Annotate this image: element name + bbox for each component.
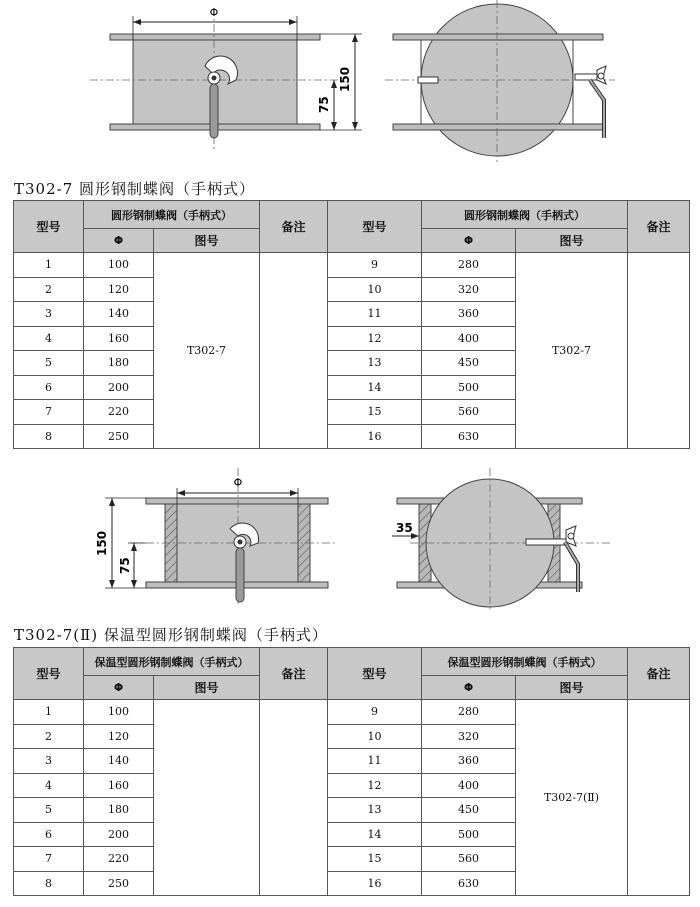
- phi-header: Φ: [422, 676, 516, 700]
- phi-cell: 320: [422, 724, 516, 749]
- model-cell: 3: [14, 749, 84, 774]
- valve-drawing-2-svg: [0, 466, 700, 616]
- model-cell: 3: [14, 302, 84, 327]
- phi-cell: 500: [422, 375, 516, 400]
- model-cell: 6: [14, 822, 84, 847]
- remark-header: 备注: [260, 201, 328, 253]
- model-cell: 16: [328, 424, 422, 449]
- model-cell: 2: [14, 277, 84, 302]
- model-header: 型号: [328, 648, 422, 700]
- phi-cell: 100: [84, 700, 154, 725]
- side-view-1: [90, 6, 362, 150]
- model-cell: 14: [328, 822, 422, 847]
- drawing-no-cell: [154, 700, 260, 896]
- phi-cell: 320: [422, 277, 516, 302]
- phi-cell: 200: [84, 822, 154, 847]
- phi-cell: 560: [422, 847, 516, 872]
- phi-cell: 140: [84, 302, 154, 327]
- model-cell: 9: [328, 253, 422, 278]
- phi-header: Φ: [422, 229, 516, 253]
- spec-table-1: [13, 200, 690, 449]
- phi-cell: 400: [422, 326, 516, 351]
- group-header: 保温型圆形钢制蝶阀（手柄式）: [422, 648, 628, 676]
- drawing-no-header: 图号: [516, 229, 628, 253]
- phi-cell: 250: [84, 871, 154, 896]
- height-label-1: 150: [338, 66, 352, 92]
- diameter-label-2: Φ: [233, 476, 243, 489]
- height-label-2: 150: [95, 530, 109, 556]
- valve-drawing-2: [0, 466, 700, 616]
- group-header: 保温型圆形钢制蝶阀（手柄式）: [84, 648, 260, 676]
- model-cell: 12: [328, 773, 422, 798]
- phi-cell: 140: [84, 749, 154, 774]
- model-cell: 4: [14, 326, 84, 351]
- model-header: 型号: [328, 201, 422, 253]
- model-cell: 11: [328, 749, 422, 774]
- model-cell: 16: [328, 871, 422, 896]
- front-view-1: [385, 0, 615, 162]
- half-height-label-2: 75: [118, 557, 132, 574]
- phi-cell: 180: [84, 351, 154, 376]
- model-cell: 10: [328, 724, 422, 749]
- drawing-no-cell: T302-7: [154, 253, 260, 449]
- remark-cell: [260, 253, 328, 449]
- table-row: [14, 253, 690, 278]
- remark-cell: [628, 700, 690, 896]
- phi-header: Φ: [84, 676, 154, 700]
- model-cell: 10: [328, 277, 422, 302]
- drawing-no-header: 图号: [154, 676, 260, 700]
- model-cell: 12: [328, 326, 422, 351]
- model-cell: 4: [14, 773, 84, 798]
- phi-cell: 200: [84, 375, 154, 400]
- drawing-no-header: 图号: [516, 676, 628, 700]
- phi-cell: 360: [422, 749, 516, 774]
- phi-cell: 500: [422, 822, 516, 847]
- drawing-no-cell: T302-7: [516, 253, 628, 449]
- insulation-label: 35: [396, 521, 413, 535]
- valve-drawing-1: [0, 0, 700, 170]
- model-cell: 2: [14, 724, 84, 749]
- remark-header: 备注: [628, 201, 690, 253]
- phi-cell: 250: [84, 424, 154, 449]
- spec-table-2: [13, 647, 690, 896]
- phi-cell: 120: [84, 724, 154, 749]
- remark-cell: [260, 700, 328, 896]
- diameter-label-1: Φ: [209, 6, 219, 19]
- phi-cell: 160: [84, 773, 154, 798]
- model-cell: 13: [328, 798, 422, 823]
- phi-cell: 560: [422, 400, 516, 425]
- phi-cell: 360: [422, 302, 516, 327]
- model-cell: 9: [328, 700, 422, 725]
- model-cell: 6: [14, 375, 84, 400]
- drawing-no-cell: T302-7(Ⅱ): [516, 700, 628, 896]
- model-header: 型号: [14, 201, 84, 253]
- remark-header: 备注: [260, 648, 328, 700]
- section-title-1: T302-7 圆形钢制蝶阀（手柄式）: [14, 180, 256, 198]
- side-view-2: [95, 468, 335, 606]
- model-cell: 15: [328, 847, 422, 872]
- drawing-no-header: 图号: [154, 229, 260, 253]
- phi-cell: 220: [84, 847, 154, 872]
- phi-cell: 280: [422, 253, 516, 278]
- phi-cell: 100: [84, 253, 154, 278]
- remark-header: 备注: [628, 648, 690, 700]
- phi-cell: 220: [84, 400, 154, 425]
- model-cell: 7: [14, 847, 84, 872]
- model-cell: 1: [14, 700, 84, 725]
- model-cell: 8: [14, 871, 84, 896]
- model-cell: 1: [14, 253, 84, 278]
- table-row: [14, 700, 690, 725]
- front-view-2: [392, 468, 610, 612]
- valve-drawing-1-svg: [0, 0, 700, 170]
- model-cell: 13: [328, 351, 422, 376]
- half-height-label-1: 75: [317, 96, 331, 113]
- group-header: 圆形钢制蝶阀（手柄式）: [422, 201, 628, 229]
- model-cell: 8: [14, 424, 84, 449]
- model-cell: 15: [328, 400, 422, 425]
- phi-cell: 630: [422, 871, 516, 896]
- phi-cell: 400: [422, 773, 516, 798]
- phi-cell: 450: [422, 351, 516, 376]
- phi-cell: 450: [422, 798, 516, 823]
- section-title-2: T302-7(Ⅱ) 保温型圆形钢制蝶阀（手柄式）: [14, 626, 328, 644]
- phi-cell: 280: [422, 700, 516, 725]
- phi-cell: 160: [84, 326, 154, 351]
- phi-cell: 630: [422, 424, 516, 449]
- model-cell: 14: [328, 375, 422, 400]
- phi-cell: 120: [84, 277, 154, 302]
- model-cell: 11: [328, 302, 422, 327]
- phi-cell: 180: [84, 798, 154, 823]
- phi-header: Φ: [84, 229, 154, 253]
- model-cell: 7: [14, 400, 84, 425]
- model-cell: 5: [14, 351, 84, 376]
- model-header: 型号: [14, 648, 84, 700]
- group-header: 圆形钢制蝶阀（手柄式）: [84, 201, 260, 229]
- remark-cell: [628, 253, 690, 449]
- model-cell: 5: [14, 798, 84, 823]
